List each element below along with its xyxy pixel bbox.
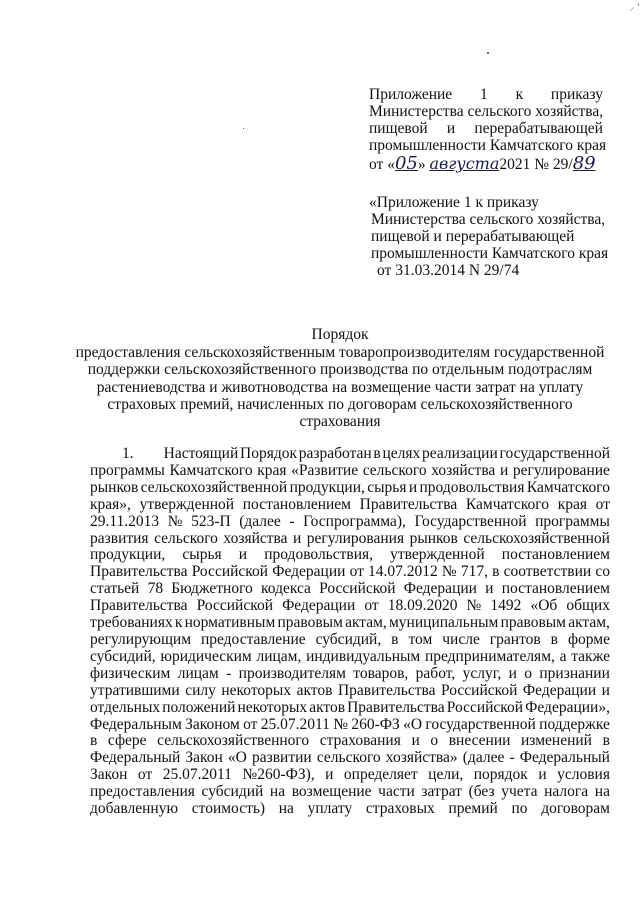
body-word: «О: [227, 749, 247, 767]
body-word: предпринимателям,: [424, 647, 555, 665]
body-word: и: [485, 580, 494, 598]
body-word: Госпрограмма),: [303, 512, 406, 530]
body-paragraph: [90, 446, 610, 818]
body-word: утвержденной: [390, 546, 485, 564]
body-word: Порядок: [240, 445, 297, 462]
scan-speck: [243, 128, 244, 129]
annex-word: к: [515, 86, 524, 103]
body-word: затрат: [421, 783, 462, 801]
body-word: страхования: [319, 732, 401, 750]
date-prefix: от «: [369, 156, 395, 173]
title-line: страховых премий, начисленных по договорам сельскохозяйственного: [107, 395, 573, 413]
body-word: и: [508, 664, 517, 682]
body-word: субсидий,: [315, 630, 382, 648]
body-line: [90, 632, 610, 649]
approval-line: пищевой и перерабатывающей: [371, 228, 575, 245]
body-word: Федерации: [282, 597, 356, 615]
body-word: в: [602, 732, 610, 750]
body-word: -: [226, 664, 232, 682]
body-word: утратившими: [90, 681, 180, 699]
body-word: актам,: [568, 614, 610, 632]
approval-line: Министерства сельского хозяйства,: [371, 211, 606, 228]
body-line: [90, 750, 610, 767]
title-line: страхования: [299, 413, 381, 431]
body-word: и: [538, 766, 547, 784]
body-word: 717,: [460, 563, 488, 581]
body-word: актов: [309, 698, 346, 716]
body-word: порядок: [473, 766, 528, 784]
body-word: 260-ФЗ: [351, 715, 400, 733]
body-line: [90, 801, 610, 818]
body-line: [90, 480, 610, 497]
order-date-line: [369, 155, 603, 173]
body-word: государственной: [499, 445, 610, 462]
body-word: от: [595, 495, 610, 513]
annex-word: перерабатывающей: [474, 120, 603, 137]
body-word: в: [391, 630, 399, 648]
body-word: товаров,: [353, 664, 409, 682]
document-title: [40, 326, 640, 430]
body-word: в: [550, 630, 558, 648]
body-word: постановлением: [501, 546, 610, 564]
body-word: сельского: [316, 749, 381, 767]
body-word: о: [430, 732, 439, 750]
body-line: [90, 547, 610, 564]
body-line: [90, 497, 610, 514]
body-word: Закон: [90, 766, 128, 784]
body-word: 25.07.2011: [162, 766, 232, 784]
body-word: муниципальным: [389, 614, 499, 632]
body-word: государственной: [425, 715, 536, 733]
body-word: и: [293, 529, 302, 547]
body-word: края»,: [90, 495, 131, 513]
body-word: регулирования: [306, 529, 405, 547]
body-word: программы: [535, 512, 610, 530]
body-line: [90, 514, 610, 531]
body-word: Законом: [185, 715, 240, 733]
body-word: сырья: [367, 478, 407, 496]
body-line: [90, 649, 610, 666]
body-line: [90, 463, 610, 480]
body-word: «Развитие: [291, 461, 359, 479]
body-word: общих: [566, 597, 610, 615]
annex-line-2: Министерства сельского хозяйства,: [369, 103, 604, 120]
annex-word: 1: [480, 86, 488, 103]
body-word: -: [509, 749, 515, 767]
body-word: сырья: [182, 546, 222, 564]
body-word: 1492: [490, 597, 522, 615]
body-word: Российской: [446, 698, 524, 716]
body-word: Правительства: [347, 698, 445, 716]
title-line: поддержки сельскохозяйственного производства по отдельным подотраслям: [87, 361, 593, 379]
body-word: актам,: [345, 614, 387, 632]
body-word: Камчатского: [465, 495, 550, 513]
body-word: сельского: [362, 461, 427, 479]
body-word: и: [411, 732, 420, 750]
body-word: юридическим: [160, 647, 252, 665]
body-word: по: [511, 800, 528, 818]
body-word: и: [499, 461, 509, 479]
body-word: лицам,: [256, 647, 302, 665]
body-word: уплату: [307, 800, 353, 818]
body-word: края: [557, 495, 587, 513]
body-word: развитии: [251, 749, 312, 767]
body-line: [90, 717, 610, 734]
body-word: №: [441, 563, 457, 581]
body-word: Федеральный: [519, 749, 610, 767]
body-word: №: [333, 715, 349, 733]
body-word: и: [601, 681, 610, 699]
body-word: утвержденной: [139, 495, 235, 513]
body-word: рынков: [409, 529, 458, 547]
annex-line-4: промышленности Камчатского края: [369, 137, 607, 154]
body-word: производителям: [238, 664, 346, 682]
body-word: Камчатского: [526, 478, 610, 496]
body-word: страховых: [365, 800, 435, 818]
approval-line: промышленности Камчатского края: [371, 245, 609, 262]
body-line: [90, 564, 610, 581]
body-word: в: [90, 732, 98, 750]
approval-line: от 31.03.2014 N 29/74: [377, 262, 520, 279]
body-word: №: [466, 597, 482, 615]
body-word: и: [325, 766, 334, 784]
body-word: края: [257, 461, 287, 479]
body-word: продовольствия,: [264, 546, 374, 564]
body-word: 78: [147, 580, 164, 598]
body-word: налога: [544, 783, 589, 801]
body-word: от: [137, 766, 153, 784]
body-word: хозяйства: [431, 461, 496, 479]
body-word: Правительства: [337, 681, 436, 699]
body-word: 25.07.2011: [260, 715, 330, 733]
body-word: сельского: [154, 529, 218, 547]
body-word: Федеральным: [90, 715, 182, 733]
annex-header: [369, 86, 607, 174]
body-word: сельскохозяйственной: [140, 478, 288, 496]
body-word: реализации: [422, 445, 498, 462]
body-word: грантов: [489, 630, 541, 648]
body-word: части: [378, 783, 415, 801]
date-mid: »: [417, 156, 426, 173]
body-word: учета: [501, 783, 538, 801]
body-line: [90, 784, 610, 801]
body-word: отдельных: [90, 698, 161, 716]
body-word: Федеральный: [90, 749, 181, 767]
approval-line: «Приложение 1 к приказу: [369, 194, 539, 211]
body-word: Федерации»,: [525, 698, 610, 716]
paragraph-number: 1.: [122, 445, 134, 462]
body-word: на: [278, 800, 294, 818]
body-word: кодекса: [261, 580, 311, 598]
body-word: индивидуальным: [306, 647, 421, 665]
handwritten-day: 05: [394, 153, 418, 174]
body-word: Закон: [185, 749, 223, 767]
body-word: Правительства: [90, 597, 188, 615]
body-word: Российской: [441, 681, 518, 699]
body-word: в: [373, 445, 381, 462]
body-word: и: [408, 478, 418, 496]
body-word: изменений: [521, 732, 592, 750]
body-word: договорам: [541, 800, 610, 818]
body-word: цели,: [428, 766, 464, 784]
body-word: целях: [382, 445, 421, 462]
body-word: возмещение: [291, 783, 372, 801]
body-word: продовольствия: [419, 478, 525, 496]
body-word: нормативным: [184, 614, 276, 632]
body-word: премий: [448, 800, 498, 818]
title-line: предоставления сельскохозяйственным товаропроизводителям государственной: [75, 344, 605, 362]
annex-line-3: [369, 120, 603, 137]
body-word: продукции,: [90, 546, 166, 564]
body-word: соответствии: [503, 563, 592, 581]
body-word: стоимость): [191, 800, 266, 818]
body-word: сельскохозяйственного: [157, 732, 310, 750]
body-line: [90, 581, 610, 598]
body-word: от: [364, 597, 379, 615]
body-word: силу: [185, 681, 216, 699]
body-word: развития: [90, 529, 149, 547]
annex-word: и: [446, 120, 456, 137]
body-word: 14.07.2012: [368, 563, 438, 581]
body-word: хозяйства»: [385, 749, 458, 767]
body-word: в: [492, 563, 500, 581]
body-word: поддержке: [539, 715, 610, 733]
body-word: физическим: [90, 664, 171, 682]
body-word: определяет: [343, 766, 418, 784]
body-word: субсидий,: [90, 647, 156, 665]
scan-speck: [487, 52, 489, 54]
body-word: программы: [90, 461, 165, 479]
body-word: со: [595, 563, 610, 581]
approval-block: [369, 194, 619, 279]
body-word: Камчатского: [169, 461, 253, 479]
body-word: постановлением: [501, 580, 610, 598]
body-word: некоторых: [221, 681, 292, 699]
body-line: [90, 683, 610, 700]
body-word: от: [243, 715, 258, 733]
handwritten-order-number: 89: [572, 153, 596, 174]
body-word: Российской: [191, 563, 269, 581]
body-word: субсидий: [201, 783, 264, 801]
body-word: положений: [162, 698, 236, 716]
body-line: [90, 446, 610, 463]
body-word: регулирование: [512, 461, 610, 479]
annex-line-1: [369, 86, 603, 103]
date-year-number: 2021 № 29/: [499, 156, 573, 173]
body-word: «Об: [530, 597, 558, 615]
body-word: Государственной: [414, 512, 527, 530]
scan-edge-mark: ⸝ ʻ: [629, 3, 640, 13]
body-word: постановлением: [242, 495, 351, 513]
body-line: [90, 615, 610, 632]
title-heading: Порядок: [311, 326, 369, 343]
body-word: №: [167, 512, 183, 530]
body-word: (далее: [239, 512, 281, 530]
body-word: условия: [557, 766, 610, 784]
body-word: на: [594, 783, 610, 801]
body-word: Бюджетного: [171, 580, 253, 598]
body-word: 523-П: [191, 512, 231, 530]
annex-word: Приложение: [369, 86, 453, 103]
body-word: разработан: [298, 445, 372, 462]
body-word: Федерации: [403, 580, 477, 598]
body-word: сельскохозяйственной: [463, 529, 610, 547]
body-line: [90, 531, 610, 548]
body-word: 29.11.2013: [90, 512, 160, 530]
body-word: (без: [468, 783, 495, 801]
body-word: и: [238, 546, 248, 564]
body-word: о: [524, 664, 532, 682]
body-word: хозяйства: [223, 529, 288, 547]
body-word: от: [349, 563, 364, 581]
body-word: на: [269, 783, 286, 801]
body-word: предоставление: [200, 630, 306, 648]
body-word: лицам: [177, 664, 219, 682]
body-word: продукции,: [289, 478, 365, 496]
body-word: а: [559, 647, 567, 665]
body-word: добавленную: [90, 800, 179, 818]
body-word: «О: [403, 715, 423, 733]
body-word: предоставления: [90, 783, 195, 801]
body-word: числе: [442, 630, 480, 648]
annex-word: приказу: [550, 86, 603, 103]
body-line: [90, 666, 610, 683]
body-word: Настоящий: [163, 445, 239, 462]
body-word: признании: [539, 664, 610, 682]
body-word: к: [174, 614, 183, 632]
body-word: Российской: [196, 597, 273, 615]
body-word: Федерации: [522, 681, 597, 699]
body-line: [90, 598, 610, 615]
body-word: форме: [567, 630, 610, 648]
body-word: некоторых: [237, 698, 308, 716]
body-word: регулирующим: [90, 630, 191, 648]
body-word: Правительства: [90, 563, 188, 581]
title-line: растениеводства и животноводства на возмещение части затрат на уплату: [96, 378, 584, 396]
body-word: также: [571, 647, 610, 665]
body-word: правовым: [277, 614, 343, 632]
body-word: работ,: [415, 664, 456, 682]
body-word: правовым: [500, 614, 566, 632]
body-line: [90, 733, 610, 750]
body-word: требованиях: [90, 614, 173, 632]
body-word: сфере: [107, 732, 147, 750]
annex-word: пищевой: [369, 120, 428, 137]
body-line: [90, 700, 610, 717]
body-word: том: [408, 630, 433, 648]
body-word: №260-ФЗ),: [242, 766, 315, 784]
body-word: Федерации: [272, 563, 346, 581]
body-word: (далее: [462, 749, 505, 767]
body-word: статьей: [90, 580, 140, 598]
body-word: Российской: [319, 580, 396, 598]
body-word: рынков: [90, 478, 139, 496]
body-word: внесении: [448, 732, 511, 750]
body-line: [90, 767, 610, 784]
body-word: актов: [296, 681, 333, 699]
body-word: услуг,: [462, 664, 502, 682]
body-word: 18.09.2020: [387, 597, 458, 615]
body-word: Правительства: [359, 495, 458, 513]
handwritten-month: августа: [429, 154, 500, 173]
body-word: -: [289, 512, 295, 530]
